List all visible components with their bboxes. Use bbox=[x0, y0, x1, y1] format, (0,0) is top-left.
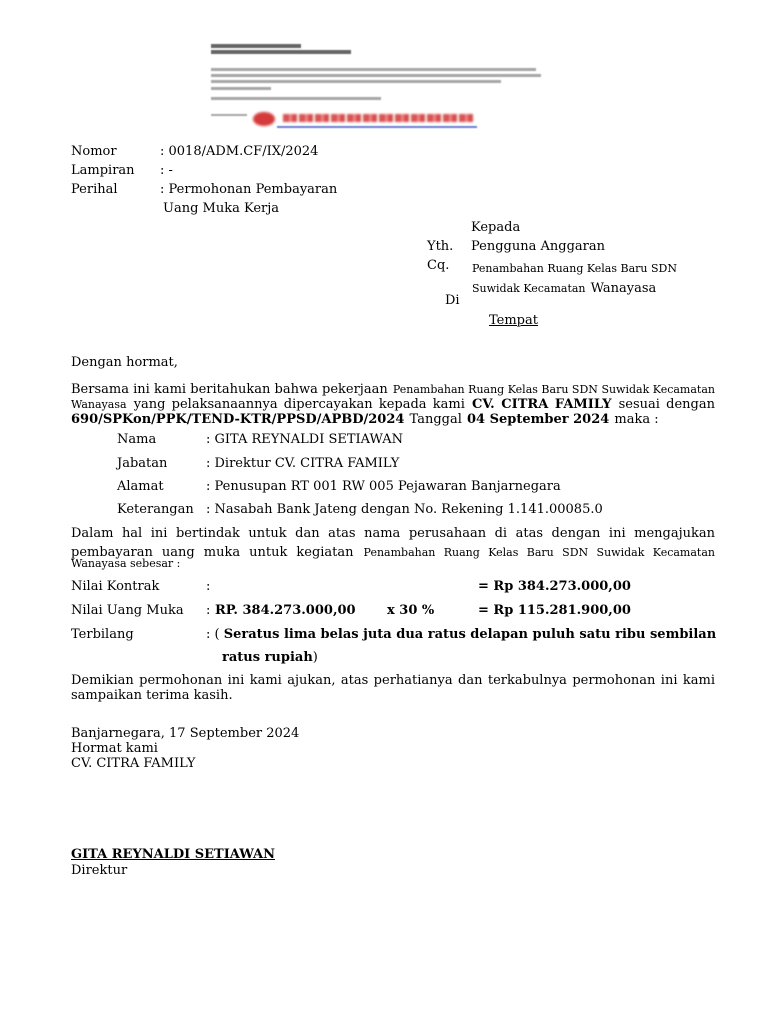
detail-value-nama: : GITA REYNALDI SETIAWAN bbox=[206, 432, 403, 447]
detail-value-jabatan: : Direktur CV. CITRA FAMILY bbox=[206, 456, 400, 471]
recipient-cq-value: Penambahan Ruang Kelas Baru SDN bbox=[472, 262, 677, 275]
recipient-cq-value-2a: Suwidak Kecamatan bbox=[472, 282, 586, 295]
request-line-1: Dalam hal ini bertindak untuk dan atas nama perusahaan di atas dengan ini mengajukan bbox=[71, 526, 715, 541]
nilai-uang-muka-colon: : bbox=[206, 603, 211, 618]
terbilang-words: Seratus lima belas juta dua ratus delapan puluh satu ribu sembilan bbox=[223, 627, 717, 642]
place-date: Banjarnegara, 17 September 2024 bbox=[71, 726, 300, 741]
recipient-di: Di bbox=[445, 293, 460, 308]
nilai-uang-muka-percent: x 30 % bbox=[387, 603, 435, 618]
detail-label-keterangan: Keterangan bbox=[117, 502, 194, 517]
nilai-kontrak-colon: : bbox=[206, 579, 211, 594]
lampiran-value: : - bbox=[160, 163, 173, 178]
letterhead-logo bbox=[205, 40, 565, 132]
body-text: sesuai dengan bbox=[618, 397, 715, 412]
terbilang-close: ) bbox=[312, 650, 318, 665]
closing-line-2: sampaikan terima kasih. bbox=[71, 688, 233, 703]
recipient-cq-value-continued bbox=[472, 277, 656, 297]
contract-number: 690/SPKon/PPK/TEND-KTR/PPSD/APBD/2024 bbox=[71, 412, 405, 427]
project-name: Penambahan Ruang Kelas Baru SDN Suwidak Kecamatan bbox=[363, 546, 715, 559]
body-text: Tanggal bbox=[409, 412, 462, 427]
body-text: yang pelaksanaannya dipercayakan kepada kami bbox=[133, 397, 465, 412]
recipient-cq-value-2b: Wanayasa bbox=[590, 281, 657, 296]
contract-date: 04 September 2024 bbox=[466, 412, 610, 427]
detail-value-keterangan: : Nasabah Bank Jateng dengan No. Rekening 1.141.00085.0 bbox=[206, 502, 603, 517]
perihal-value-continued: Uang Muka Kerja bbox=[163, 201, 280, 216]
terbilang-open: : ( bbox=[206, 627, 220, 642]
hormat-kami: Hormat kami bbox=[71, 741, 158, 756]
project-location: Wanayasa bbox=[71, 398, 127, 411]
body-line-3 bbox=[71, 408, 659, 428]
signer-title: Direktur bbox=[71, 863, 128, 878]
recipient-kepada: Kepada bbox=[471, 220, 521, 235]
body-text: maka : bbox=[614, 412, 659, 427]
body-text: Bersama ini kami beritahukan bahwa pekerjaan bbox=[71, 382, 388, 397]
terbilang-value bbox=[206, 627, 716, 643]
detail-label-nama: Nama bbox=[117, 432, 157, 447]
detail-label-alamat: Alamat bbox=[117, 479, 164, 494]
nilai-kontrak-label: Nilai Kontrak bbox=[71, 579, 160, 594]
recipient-cq-label: Cq. bbox=[427, 258, 450, 273]
request-line-3: Wanayasa sebesar : bbox=[71, 557, 181, 570]
salutation: Dengan hormat, bbox=[71, 355, 178, 370]
project-name: Penambahan Ruang Kelas Baru SDN Suwidak Kecamatan bbox=[392, 383, 715, 396]
lampiran-label: Lampiran bbox=[71, 163, 135, 178]
recipient-yth-value: Pengguna Anggaran bbox=[471, 239, 605, 254]
signer-name: GITA REYNALDI SETIAWAN bbox=[71, 847, 275, 862]
nomor-label: Nomor bbox=[71, 144, 117, 159]
terbilang-value-continued bbox=[222, 650, 318, 666]
nilai-uang-muka-label: Nilai Uang Muka bbox=[71, 603, 184, 618]
body-text: pembayaran uang muka untuk kegiatan bbox=[71, 545, 354, 560]
company-name: CV. CITRA FAMILY bbox=[472, 397, 612, 412]
detail-value-alamat: : Penusupan RT 001 RW 005 Pejawaran Banjarnegara bbox=[206, 479, 561, 494]
nilai-uang-muka-result: = Rp 115.281.900,00 bbox=[478, 603, 631, 618]
perihal-label: Perihal bbox=[71, 182, 118, 197]
nilai-uang-muka-value: RP. 384.273.000,00 bbox=[215, 603, 356, 618]
recipient-yth-label: Yth. bbox=[427, 239, 454, 254]
terbilang-words: ratus rupiah bbox=[222, 650, 313, 665]
nomor-value: : 0018/ADM.CF/IX/2024 bbox=[160, 144, 319, 159]
closing-line-1: Demikian permohonan ini kami ajukan, atas perhatianya dan terkabulnya permohonan ini kami bbox=[71, 673, 715, 688]
recipient-tempat: Tempat bbox=[489, 313, 538, 328]
terbilang-label: Terbilang bbox=[71, 627, 134, 642]
closing-company: CV. CITRA FAMILY bbox=[71, 756, 196, 771]
perihal-value: : Permohonan Pembayaran bbox=[160, 182, 338, 197]
nilai-kontrak-result: = Rp 384.273.000,00 bbox=[478, 579, 631, 594]
detail-label-jabatan: Jabatan bbox=[117, 456, 168, 471]
